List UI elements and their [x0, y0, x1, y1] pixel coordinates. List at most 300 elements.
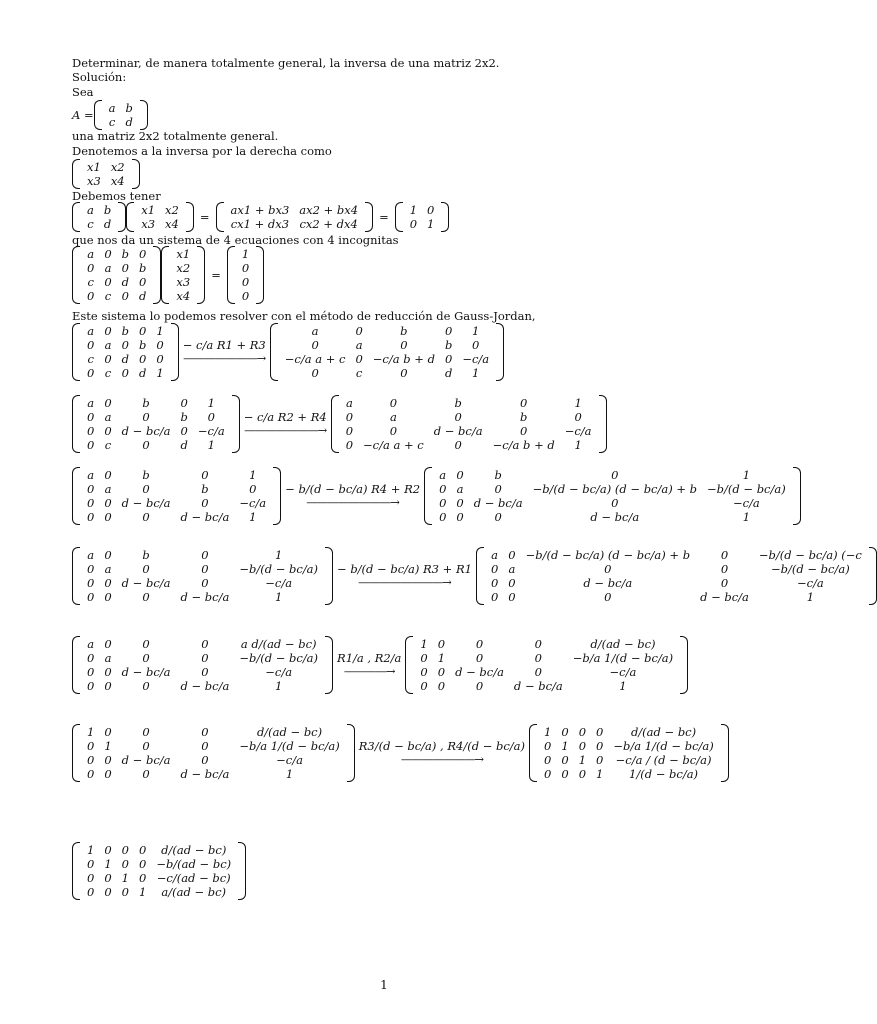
matrix-cell: 0	[578, 725, 587, 739]
row-op-2: − c/a R2 + R4 ———————→	[243, 410, 327, 437]
matrix-cell: x1	[87, 160, 101, 174]
final-result	[72, 842, 246, 900]
matrix-cell: 0	[475, 651, 484, 665]
matrix-cell: d − bc/a	[121, 576, 171, 590]
matrix-cell: b	[121, 247, 130, 261]
matrix-cell: 0	[345, 410, 354, 424]
aug-matrix-2	[331, 395, 607, 453]
matrix-cell: b	[494, 468, 502, 482]
matrix-cell: 0	[311, 366, 319, 380]
matrix-cell: x4	[165, 217, 179, 231]
matrix-cell: 0	[444, 324, 453, 338]
matrix-cell: 1	[409, 203, 418, 217]
page-number: 1	[380, 978, 388, 992]
row-op-5: R1/a , R2/a ————→	[337, 651, 402, 678]
matrix-cell: 0	[400, 338, 408, 352]
matrix-cell: 0	[720, 548, 729, 562]
matrix-cell: 0	[720, 562, 729, 576]
matrix-cell: 0	[104, 885, 112, 899]
matrix-cell: 0	[578, 739, 587, 753]
matrix-cell: 1	[275, 679, 283, 693]
matrix-cell: 0	[544, 753, 552, 767]
aug-matrix-5s	[72, 724, 355, 782]
matrix-cell: 0	[87, 679, 95, 693]
matrix-cell: 0	[490, 562, 499, 576]
matrix-cell: 0	[156, 338, 164, 352]
matrix-cell: −b/a 1/(d − bc/a)	[572, 651, 674, 665]
matrix-cell: 0	[87, 739, 95, 753]
matrix-cell: c	[104, 366, 112, 380]
matrix-cell: d − bc/a	[121, 665, 171, 679]
matrix-x-2	[126, 202, 194, 232]
matrix-cell: ax2 + bx4	[299, 203, 359, 217]
matrix-cell: x2	[165, 203, 179, 217]
matrix-cell: 0	[311, 338, 319, 352]
matrix-cell: 0	[456, 496, 464, 510]
matrix-cell: 0	[87, 510, 95, 524]
matrix-cell: 0	[142, 725, 150, 739]
matrix-cell: 0	[494, 510, 502, 524]
vector-cell: x3	[176, 275, 191, 289]
matrix-cell: b	[103, 203, 112, 217]
matrix-cell: d − bc/a	[180, 679, 230, 693]
matrix-cell: 0	[201, 548, 209, 562]
matrix-cell: 0	[490, 576, 499, 590]
matrix-cell: 0	[454, 438, 462, 452]
matrix-cell: 0	[544, 739, 552, 753]
matrix-cell: 0	[420, 665, 428, 679]
matrix-cell: d/(ad − bc)	[630, 725, 697, 739]
matrix-cell: 0	[578, 767, 587, 781]
matrix-cell: −b/(d − bc/a)	[239, 562, 319, 576]
matrix-cell: d − bc/a	[583, 576, 633, 590]
matrix-cell: −c/a	[265, 665, 293, 679]
matrix-cell: 0	[544, 767, 552, 781]
matrix-cell: 0	[104, 679, 112, 693]
matrix-cell: 0	[139, 324, 147, 338]
matrix-cell: 0	[142, 410, 150, 424]
matrix-cell: 0	[139, 247, 147, 261]
step-2	[72, 395, 607, 453]
matrix-cell: 1/(d − bc/a)	[629, 767, 699, 781]
matrix-cell: 0	[142, 482, 150, 496]
matrix-cell: 0	[400, 366, 408, 380]
matrix-cell: 0	[138, 843, 147, 857]
matrix-cell: 0	[104, 496, 112, 510]
vector-cell: 1	[241, 247, 250, 261]
matrix-cell: 1	[87, 725, 95, 739]
matrix-cell: d − bc/a	[473, 496, 523, 510]
eq-system: a 0 b 0 0 a 0 b c 0 d 0 0 c 0 d x1 x2 x3 x4 = 1 0 0 0	[72, 246, 264, 304]
matrix-cell: 0	[142, 651, 150, 665]
matrix-cell: a	[108, 101, 116, 115]
matrix-cell: 0	[439, 496, 447, 510]
matrix-cell: 0	[561, 767, 569, 781]
matrix-cell: 0	[104, 843, 112, 857]
matrix-cell: −b/a 1/(d − bc/a)	[239, 739, 340, 753]
matrix-cell: d − bc/a	[180, 590, 230, 604]
matrix-cell: 0	[180, 424, 188, 438]
problem-statement: Determinar, de manera totalmente general, la inversa de una matriz 2x2.	[72, 56, 500, 70]
eq-matrix-x	[72, 159, 140, 189]
matrix-cell: a	[87, 468, 95, 482]
matrix-cell: 1	[138, 885, 147, 899]
matrix-cell: −b/(d − bc/a) (−c	[758, 548, 862, 562]
aug-matrix-4s	[72, 636, 333, 694]
matrix-cell: 0	[87, 438, 95, 452]
matrix-cell: 0	[87, 338, 95, 352]
matrix-cell: 0	[142, 637, 150, 651]
step-4	[72, 547, 862, 605]
matrix-cell: c	[87, 275, 94, 289]
matrix-cell: cx2 + dx4	[299, 217, 358, 231]
matrix-cell: 0	[104, 247, 112, 261]
matrix-cell: a	[87, 203, 94, 217]
matrix-cell: a	[508, 562, 516, 576]
matrix-cell: −c/a	[609, 665, 637, 679]
matrix-cell: 0	[87, 424, 95, 438]
matrix-cell: 0	[104, 871, 112, 885]
matrix-cell: d − bc/a	[180, 510, 230, 524]
matrix-cell: −c/a	[239, 496, 267, 510]
must-have-text: Debemos tener	[72, 189, 161, 203]
matrix-identity	[395, 202, 450, 232]
matrix-cell: 0	[604, 562, 612, 576]
matrix-cell: −c/a a + c	[284, 352, 346, 366]
aug-matrix-0	[72, 323, 179, 381]
matrix-cell: −c/a	[732, 496, 760, 510]
matrix-cell: 0	[604, 590, 612, 604]
matrix-cell: 0	[475, 637, 484, 651]
matrix-cell: c	[87, 217, 94, 231]
matrix-cell: d/(ad − bc)	[256, 725, 323, 739]
matrix-cell: 0	[490, 590, 499, 604]
matrix-cell: −b/(d − bc/a) (d − bc/a) + b	[532, 482, 698, 496]
matrix-cell: 0	[156, 352, 164, 366]
matrix-cell: d − bc/a	[700, 590, 749, 604]
matrix-cell: c	[104, 289, 112, 303]
matrix-cell: a d/(ad − bc)	[240, 637, 317, 651]
matrix-cell: 1	[427, 217, 435, 231]
matrix-cell: c	[108, 115, 116, 129]
matrix-cell: 1	[207, 438, 215, 452]
matrix-cell: x2	[110, 160, 125, 174]
matrix-cell: x4	[110, 174, 125, 188]
matrix-cell: 0	[534, 637, 542, 651]
matrix-cell: 0	[534, 651, 542, 665]
matrix-cell: 0	[121, 338, 129, 352]
matrix-cell: b	[121, 324, 130, 338]
matrix-cell: x1	[141, 203, 156, 217]
row-op-4: − b/(d − bc/a) R3 + R1 ————————→	[337, 562, 472, 589]
step-3	[72, 467, 801, 525]
matrix-cell: 1	[285, 767, 294, 781]
matrix-cell: d	[125, 115, 133, 129]
matrix-cell: 0	[142, 739, 150, 753]
matrix-cell: 0	[534, 665, 542, 679]
matrix-cell: −c/a b + d	[492, 438, 555, 452]
matrix-cell: 1	[249, 510, 257, 524]
matrix-cell: 0	[87, 496, 95, 510]
eq-matrix-a	[72, 100, 148, 130]
aug-matrix-2s	[72, 467, 281, 525]
matrix-cell: a	[389, 410, 397, 424]
matrix-cell: 0	[437, 665, 446, 679]
matrix-cell: d	[444, 366, 453, 380]
matrix-cell: 0	[596, 725, 604, 739]
matrix-cell: 1	[574, 396, 582, 410]
vector-cell: x2	[176, 261, 191, 275]
matrix-cell: 0	[520, 396, 528, 410]
matrix-cell: −b/(d − bc/a)	[771, 562, 850, 576]
matrix-cell: b	[139, 338, 147, 352]
row-op-6: R3/(d − bc/a) , R4/(d − bc/a) ———————→	[358, 739, 526, 766]
matrix-x	[72, 159, 140, 189]
matrix-cell: d − bc/a	[455, 665, 504, 679]
matrix-cell: 0	[345, 438, 354, 452]
matrix-cell: a	[104, 338, 112, 352]
step-5	[72, 636, 688, 694]
matrix-cell: 0	[104, 665, 112, 679]
matrix-cell: 0	[409, 217, 418, 231]
matrix-cell: d/(ad − bc)	[590, 637, 656, 651]
matrix-cell: 0	[104, 753, 112, 767]
matrix-cell: a	[104, 651, 112, 665]
matrix-cell: 0	[201, 753, 209, 767]
matrix-cell: 0	[142, 590, 150, 604]
matrix-cell: 0	[180, 396, 188, 410]
matrix-cell: 0	[389, 424, 398, 438]
matrix-cell: 1	[472, 324, 480, 338]
matrix-cell: a	[456, 482, 464, 496]
matrix-cell: 0	[345, 424, 354, 438]
matrix-cell: 0	[87, 871, 95, 885]
matrix-cell: 0	[104, 637, 112, 651]
matrix-cell: 0	[420, 651, 428, 665]
matrix-cell: 0	[201, 739, 209, 753]
matrix-cell: 0	[87, 753, 95, 767]
matrix-cell: d − bc/a	[590, 510, 640, 524]
matrix-cell: −b/a 1/(d − bc/a)	[613, 739, 714, 753]
matrix-cell: 0	[142, 510, 150, 524]
matrix-cell: 0	[87, 261, 95, 275]
matrix-cell: 0	[494, 482, 502, 496]
matrix-cell: d − bc/a	[121, 496, 171, 510]
matrix-cell: 1	[104, 739, 112, 753]
matrix-cell: −c/a b + d	[372, 352, 435, 366]
denote-text: Denotemos a la inversa por la derecha como	[72, 144, 332, 158]
matrix-cell: 0	[121, 843, 129, 857]
matrix-cell: a	[87, 548, 95, 562]
matrix-cell: 0	[249, 482, 257, 496]
matrix-cell: 0	[138, 857, 147, 871]
system-text: que nos da un sistema de 4 ecuaciones con 4 incognitas	[72, 233, 399, 247]
vector-cell: x4	[176, 289, 191, 303]
matrix-cell: 1	[742, 468, 751, 482]
matrix-cell: 0	[104, 324, 112, 338]
aug-matrix-1s	[72, 395, 240, 453]
matrix-cell: 1	[121, 871, 129, 885]
matrix-cell: 0	[139, 275, 147, 289]
matrix-cell: 0	[142, 679, 150, 693]
matrix-cell: −b/(d − bc/a) (d − bc/a) + b	[525, 548, 691, 562]
matrix-cell: 0	[475, 679, 484, 693]
matrix-cell: 0	[87, 665, 95, 679]
matrix-cell: 0	[596, 739, 604, 753]
matrix-cell: b	[125, 101, 133, 115]
matrix-cell: d	[180, 438, 188, 452]
matrix-cell: 0	[87, 562, 95, 576]
matrix-cell: −c/a	[564, 424, 592, 438]
matrix-cell: 0	[87, 857, 95, 871]
matrix-cell: 0	[201, 637, 209, 651]
matrix-cell: −c/a	[796, 576, 824, 590]
matrix-cell: c	[87, 352, 94, 366]
matrix-cell: x3	[87, 174, 101, 188]
matrix-cell: 1	[596, 767, 604, 781]
matrix-cell: 1	[578, 753, 587, 767]
matrix-cell: 1	[275, 548, 283, 562]
matrix-cell: 0	[104, 510, 112, 524]
row-op-1: − c/a R1 + R3 ———————→	[182, 338, 266, 365]
matrix-cell: b	[142, 468, 150, 482]
matrix-cell: a	[104, 562, 112, 576]
matrix-cell: 0	[427, 203, 435, 217]
matrix-cell: 1	[742, 510, 751, 524]
matrix-cell: 0	[389, 396, 398, 410]
matrix-4x4	[72, 246, 161, 304]
matrix-cell: 0	[121, 885, 129, 899]
matrix-cell: c	[104, 438, 112, 452]
matrix-cell: 0	[104, 396, 112, 410]
matrix-cell: 0	[201, 651, 209, 665]
matrix-cell: 1	[561, 739, 569, 753]
matrix-cell: 1	[275, 590, 283, 604]
aug-matrix-final	[72, 842, 246, 900]
matrix-cell: b	[139, 261, 147, 275]
matrix-cell: a	[311, 324, 319, 338]
matrix-cell: 0	[139, 352, 147, 366]
matrix-cell: 1	[104, 857, 112, 871]
matrix-cell: d/(ad − bc)	[161, 843, 227, 857]
matrix-cell: a	[87, 324, 95, 338]
matrix-cell: 0	[104, 424, 112, 438]
matrix-a-2	[72, 202, 126, 232]
matrix-cell: c	[355, 366, 363, 380]
matrix-cell: −c/a a + c	[363, 438, 424, 452]
matrix-cell: 0	[201, 725, 209, 739]
matrix-cell: −c/a	[197, 424, 225, 438]
matrix-cell: −c/a	[265, 576, 293, 590]
solution-heading: Solución:	[72, 70, 127, 84]
matrix-cell: 0	[561, 753, 569, 767]
aug-matrix-6	[529, 724, 729, 782]
matrix-cell: d	[121, 352, 130, 366]
vector-cell: 0	[241, 261, 250, 275]
matrix-cell: a	[345, 396, 353, 410]
matrix-cell: d	[121, 275, 130, 289]
matrix-cell: 0	[87, 767, 95, 781]
matrix-cell: 0	[104, 468, 112, 482]
matrix-cell: 0	[201, 562, 209, 576]
matrix-cell: 0	[104, 352, 112, 366]
matrix-cell: 0	[454, 410, 462, 424]
matrix-cell: a/(ad − bc)	[161, 885, 227, 899]
matrix-cell: 1	[472, 366, 480, 380]
matrix-cell: −c/a	[276, 753, 303, 767]
matrix-cell: 1	[437, 651, 446, 665]
matrix-cell: 0	[87, 651, 95, 665]
matrix-cell: a	[104, 410, 112, 424]
matrix-cell: b	[400, 324, 408, 338]
matrix-cell: 0	[87, 576, 95, 590]
matrix-cell: a	[87, 396, 95, 410]
matrix-cell: 0	[720, 576, 729, 590]
matrix-cell: d − bc/a	[180, 767, 230, 781]
matrix-cell: d − bc/a	[433, 424, 483, 438]
matrix-cell: 0	[87, 366, 95, 380]
matrix-cell: 0	[142, 767, 150, 781]
matrix-cell: 0	[456, 468, 464, 482]
matrix-cell: 0	[561, 725, 569, 739]
row-op-3: − b/(d − bc/a) R4 + R2 ————————→	[285, 482, 421, 509]
matrix-cell: −c/a / (d − bc/a)	[615, 753, 712, 767]
vector-cell: 0	[241, 289, 250, 303]
matrix-cell: 0	[201, 468, 209, 482]
matrix-a	[94, 100, 148, 130]
matrix-cell: 0	[508, 576, 516, 590]
matrix-cell: 1	[156, 324, 164, 338]
vector-cell: x1	[176, 247, 191, 261]
matrix-cell: 1	[619, 679, 627, 693]
matrix-cell: 0	[104, 590, 112, 604]
aug-matrix-3s	[72, 547, 333, 605]
aug-matrix-3	[424, 467, 801, 525]
matrix-cell: ax1 + bx3	[230, 203, 290, 217]
gauss-text: Este sistema lo podemos resolver con el método de reducción de Gauss-Jordan,	[72, 309, 536, 323]
general-text: una matriz 2x2 totalmente general.	[72, 129, 279, 143]
matrix-cell: 0	[142, 438, 150, 452]
matrix-cell: 0	[121, 261, 129, 275]
matrix-cell: b	[201, 482, 209, 496]
matrix-cell: −b/(d − bc/a)	[707, 482, 786, 496]
matrix-cell: 0	[611, 468, 619, 482]
matrix-cell: 0	[444, 352, 453, 366]
matrix-cell: a	[87, 247, 95, 261]
matrix-cell: 0	[121, 366, 129, 380]
matrix-cell: 1	[207, 396, 215, 410]
matrix-cell: 0	[104, 767, 112, 781]
matrix-cell: a	[439, 468, 447, 482]
matrix-cell: 0	[104, 576, 112, 590]
matrix-cell: 0	[104, 725, 112, 739]
a-label: A =	[72, 107, 94, 122]
matrix-cell: 0	[520, 424, 528, 438]
matrix-cell: 0	[142, 562, 150, 576]
matrix-cell: cx1 + dx3	[230, 217, 290, 231]
matrix-cell: a	[87, 637, 95, 651]
vector-x	[161, 246, 205, 304]
matrix-cell: 0	[87, 885, 95, 899]
matrix-cell: 0	[437, 679, 446, 693]
matrix-cell: 0	[87, 482, 95, 496]
step-6	[72, 724, 729, 782]
matrix-cell: −b/(ad − bc)	[156, 857, 232, 871]
matrix-cell: b	[454, 396, 462, 410]
matrix-cell: 0	[121, 857, 129, 871]
matrix-cell: 0	[201, 496, 209, 510]
matrix-cell: 0	[138, 871, 147, 885]
